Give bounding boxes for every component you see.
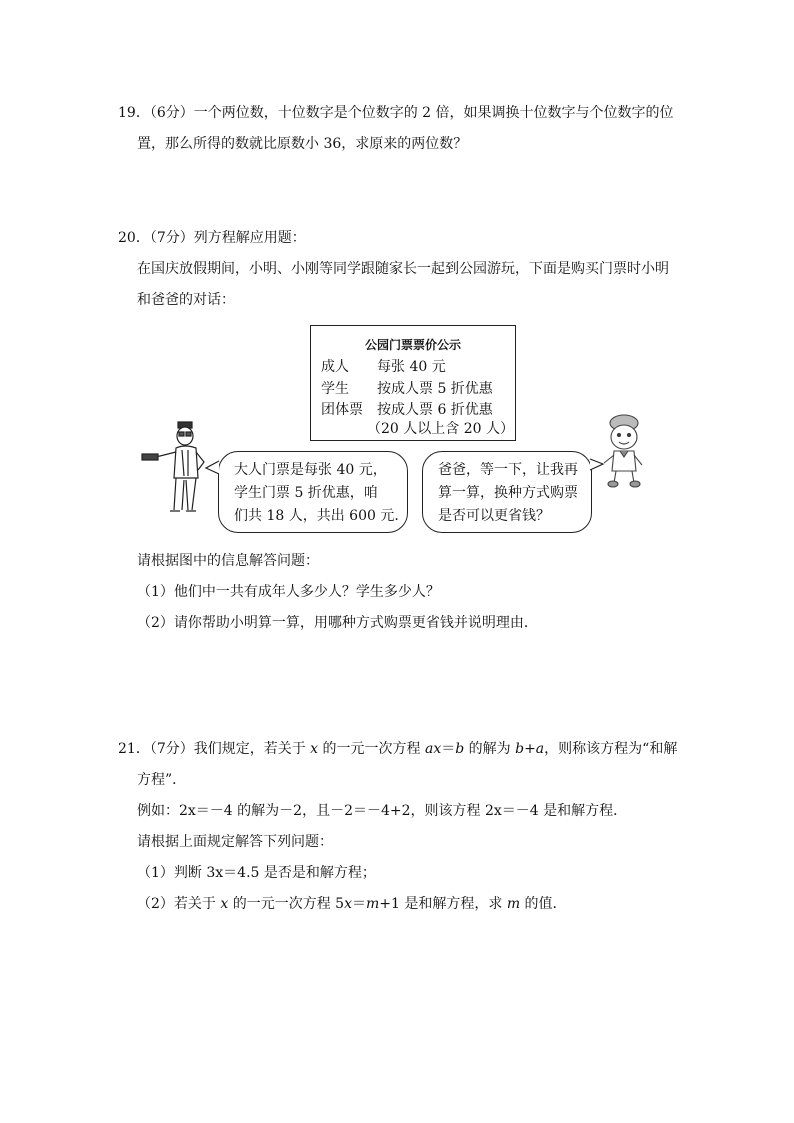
q21-eq-rest: ＝: [441, 741, 456, 757]
q21-part2: [137, 894, 567, 914]
dad-speech-bubble: [218, 451, 408, 533]
student-price: 按成人票 5 折优惠: [377, 381, 493, 397]
q21-line1: [118, 739, 677, 759]
notice-title: 公园门票票价公示: [364, 338, 461, 352]
kid-bubble-line2: 算一算，换种方式购票: [438, 485, 578, 501]
q20-ask: 请根据图中的信息解答问题：: [137, 553, 319, 569]
father-figure-illustration: [140, 418, 210, 518]
student-label: 学生: [321, 381, 349, 397]
kid-bubble-tail: [586, 456, 606, 476]
kid-bubble-line3: 是否可以更省钱？: [438, 508, 550, 524]
q21-line2: 方程”．: [137, 772, 187, 788]
kid-speech-bubble: [422, 451, 592, 533]
q21-p2-c: ＝: [351, 896, 366, 912]
q21-mid2: 的解为: [464, 741, 516, 757]
q20-title: 20．（7分）列方程解应用题：: [118, 230, 306, 246]
dad-bubble-line1: 大人门票是每张 40 元，: [234, 462, 387, 478]
q21-p2-x: x: [220, 896, 229, 912]
boy-figure-illustration: [596, 413, 652, 489]
q20-intro-line1: 在国庆放假期间，小明、小刚等同学跟随家长一起到公园游玩，下面是购买门票时小明: [137, 261, 669, 277]
group-price: 按成人票 6 折优惠: [377, 402, 493, 418]
q21-var-b: b: [455, 741, 465, 757]
adult-label: 成人: [321, 359, 349, 375]
q20-part1: （1）他们中一共有成年人多少人？学生多少人？: [137, 584, 440, 600]
q21-mid1: 的一元一次方程: [318, 741, 425, 757]
q21-sum: b+a: [515, 741, 545, 757]
q21-p2-e: 的值．: [520, 896, 567, 912]
q21-part1: （1）判断 3x＝4.5 是否是和解方程；: [137, 865, 376, 881]
q21-p2-m2: m: [506, 896, 521, 912]
q21-tail: ，则称该方程为“和解: [544, 741, 678, 757]
q19-line1: 19．（6分）一个两位数，十位数字是个位数字的 2 倍，如果调换十位数字与个位数字的位: [118, 105, 674, 121]
q21-example: 例如：2x＝－4 的解为－2，且－2＝－4+2，则该方程 2x＝－4 是和解方程．: [137, 803, 628, 819]
q21-p2-m: m: [365, 896, 380, 912]
q21-p2-d: +1 是和解方程，求: [379, 896, 507, 912]
dad-bubble-line2: 学生门票 5 折优惠，咱: [234, 485, 378, 501]
q21-p2-x2: x: [344, 896, 352, 912]
q20-intro-line2: 和爸爸的对话：: [137, 292, 235, 308]
dad-bubble-tail: [204, 458, 224, 478]
kid-bubble-line1: 爸爸，等一下，让我再: [438, 462, 578, 478]
group-note: （20 人以上含 20 人）: [367, 421, 514, 437]
group-label: 团体票: [321, 402, 363, 418]
ticket-price-notice: [310, 325, 516, 441]
q21-p2-b: 的一元一次方程 5: [228, 896, 345, 912]
q21-pre: 21．（7分）我们规定，若关于: [118, 741, 311, 757]
q21-eq: ax: [424, 741, 442, 757]
q21-p2-a: （2）若关于: [137, 896, 221, 912]
q19-line2: 置，那么所得的数就比原数小 36，求原来的两位数？: [137, 136, 468, 152]
adult-price: 每张 40 元: [377, 359, 446, 375]
q21-ask: 请根据上面规定解答下列问题：: [137, 834, 333, 850]
q20-part2: （2）请你帮助小明算一算，用哪种方式购票更省钱并说明理由．: [137, 615, 538, 631]
q21-var-x: x: [310, 741, 319, 757]
dad-bubble-line3: 们共 18 人，共出 600 元.: [234, 508, 399, 524]
